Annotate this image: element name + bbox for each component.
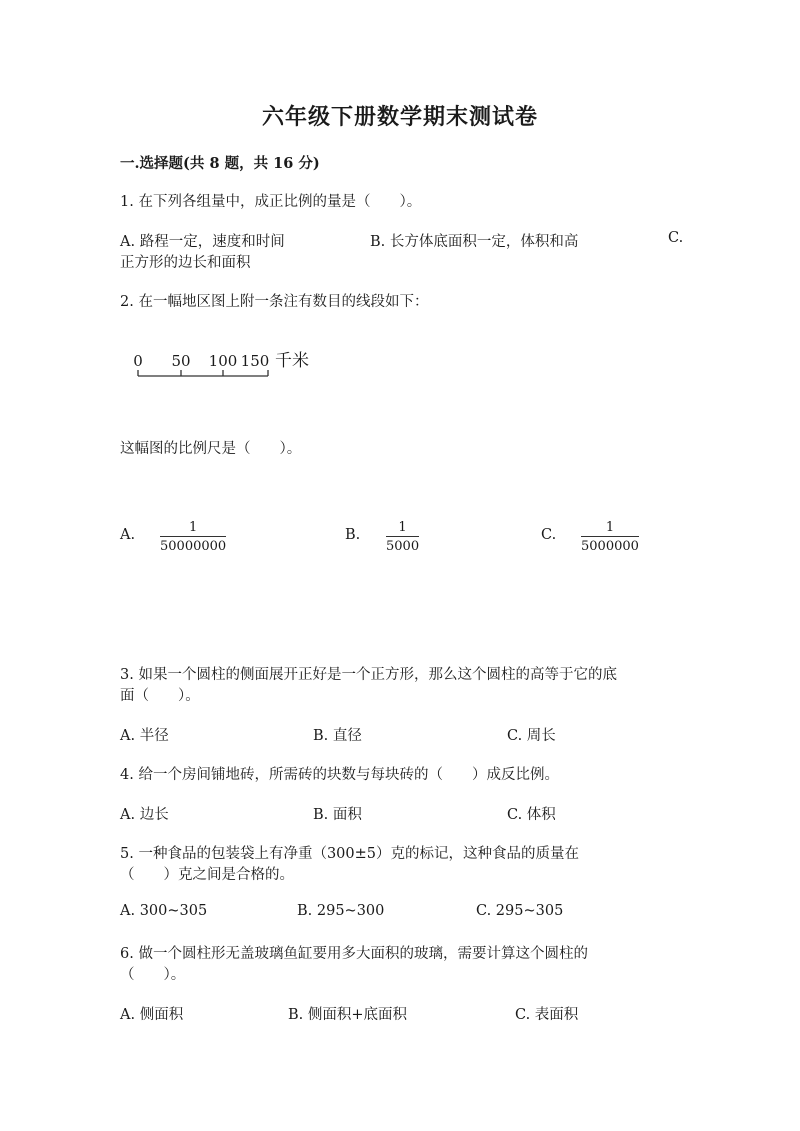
fraction-denominator: 50000000 — [160, 536, 226, 554]
q2-option-c-label: C. — [541, 527, 557, 543]
q4-option-c: C. 体积 — [507, 807, 556, 823]
fraction-numerator: 1 — [398, 520, 407, 535]
q6-option-c: C. 表面积 — [515, 1007, 579, 1023]
q2-subquestion: 这幅图的比例尺是（ ）。 — [120, 441, 302, 457]
q6-stem-line2: （ ）。 — [120, 967, 186, 983]
q2-option-a-label: A. — [120, 527, 136, 543]
section-heading: 一.选择题(共 8 题，共 16 分) — [120, 155, 320, 172]
q6-option-a: A. 侧面积 — [120, 1007, 184, 1023]
q2-option-c-fraction — [581, 520, 639, 554]
q4-stem: 4. 给一个房间铺地砖，所需砖的块数与每块砖的（ ）成反比例。 — [120, 767, 559, 783]
scale-label-150: 150 — [240, 352, 270, 370]
q4-option-b: B. 面积 — [313, 807, 362, 823]
q1-option-a: A. 路程一定，速度和时间 — [120, 234, 285, 250]
fraction-denominator: 5000 — [386, 536, 419, 554]
q1-option-b: B. 长方体底面积一定，体积和高 — [370, 234, 579, 250]
fraction-numerator: 1 — [188, 520, 198, 535]
q1-option-c-text: 正方形的边长和面积 — [120, 255, 251, 271]
fraction-denominator: 5000000 — [581, 536, 639, 554]
q6-option-b: B. 侧面积+底面积 — [288, 1007, 408, 1023]
q3-option-c: C. 周长 — [507, 728, 556, 744]
q2-option-b-label: B. — [345, 527, 361, 543]
page-title: 六年级下册数学期末测试卷 — [261, 104, 538, 130]
q5-stem-line1: 5. 一种食品的包装袋上有净重（300±5）克的标记，这种食品的质量在 — [120, 846, 579, 862]
q1-option-c-label: C. — [668, 230, 684, 246]
q5-option-c: C. 295~305 — [476, 903, 564, 919]
q2-stem: 2. 在一幅地区图上附一条注有数目的线段如下： — [120, 294, 429, 310]
q5-option-a: A. 300~305 — [120, 903, 208, 919]
scale-label-0: 0 — [133, 352, 143, 370]
q6-stem-line1: 6. 做一个圆柱形无盖玻璃鱼缸要用多大面积的玻璃，需要计算这个圆柱的 — [120, 946, 588, 962]
q2-option-b-fraction — [386, 520, 419, 554]
q3-stem-line2: 面（ ）。 — [120, 688, 200, 704]
scale-unit: 千米 — [275, 351, 309, 371]
q3-stem-line1: 3. 如果一个圆柱的侧面展开正好是一个正方形，那么这个圆柱的高等于它的底 — [120, 667, 617, 683]
q2-option-a-fraction — [160, 520, 226, 554]
scale-label-50: 50 — [171, 352, 191, 370]
q4-option-a: A. 边长 — [120, 807, 169, 823]
q3-option-a: A. 半径 — [120, 728, 169, 744]
scale-label-100: 100 — [208, 352, 238, 370]
scale-bar-figure — [125, 345, 325, 385]
fraction-numerator: 1 — [605, 520, 615, 535]
q5-stem-line2: （ ）克之间是合格的。 — [120, 867, 294, 883]
q1-stem: 1. 在下列各组量中，成正比例的量是（ ）。 — [120, 194, 422, 210]
q3-option-b: B. 直径 — [313, 728, 362, 744]
q5-option-b: B. 295~300 — [297, 903, 385, 919]
